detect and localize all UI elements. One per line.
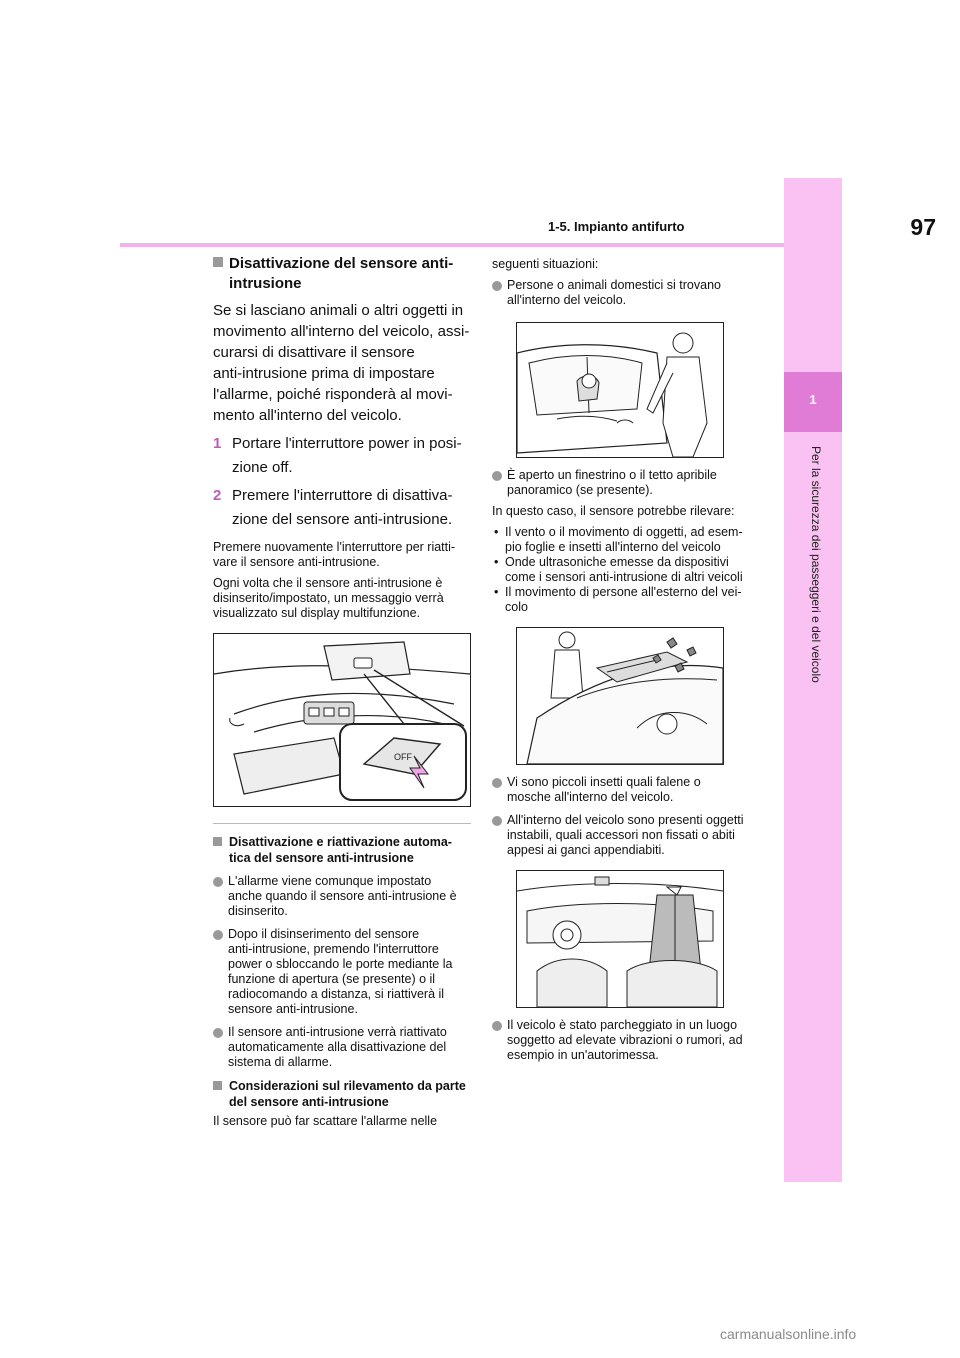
intro-line: mento all'interno del veicolo. <box>213 407 402 424</box>
bullet-line: mosche all'interno del veicolo. <box>507 790 674 804</box>
switch-label: OFF <box>394 752 412 762</box>
dash-line: colo <box>505 600 528 614</box>
intro-paragraph <box>213 300 471 426</box>
bullet-line: power o sbloccando le porte mediante la <box>228 957 453 971</box>
chapter-number: 1 <box>809 392 817 407</box>
round-bullet-icon <box>213 1028 223 1038</box>
intro-line: curarsi di disattivare il sensore <box>213 344 415 361</box>
dash-line: pio foglie e insetti all'interno del veicolo <box>505 540 721 554</box>
step-2 <box>213 484 471 532</box>
heading-line: tica del sensore anti-intrusione <box>229 851 414 865</box>
bullet-line: automaticamente alla disattivazione del <box>228 1040 447 1054</box>
bullet-line: instabili, quali accessori non fissati o abiti <box>507 828 735 842</box>
case-intro: In questo caso, il sensore potrebbe rilevare: <box>492 504 735 518</box>
heading-disable-sensor <box>213 254 471 294</box>
intro-line: Se si lasciano animali o altri oggetti in <box>213 302 464 319</box>
bullet-unstable-objects <box>492 813 760 858</box>
step-line: Portare l'interruttore power in posi- <box>232 435 462 452</box>
bullet-auto-reactivated <box>213 1025 471 1070</box>
bullet-line: anti-intrusione, premendo l'interruttore <box>228 942 439 956</box>
intro-line: movimento all'interno del veicolo, assi- <box>213 323 470 340</box>
bullet-line: soggetto ad elevate vibrazioni o rumori, ad <box>507 1033 743 1047</box>
step-line: zione del sensore anti-intrusione. <box>232 511 453 528</box>
bullet-insects <box>492 775 760 805</box>
step-line: zione off. <box>232 459 293 476</box>
hanging-clothes-illustration <box>517 871 723 1007</box>
intro-line: anti-intrusione prima di impostare <box>213 365 435 382</box>
open-sunroof-illustration <box>517 628 723 764</box>
dash-ultrasonic: • Onde ultrasoniche emesse da dispositivi come i sensori anti-intrusione di altri veicoli <box>494 555 743 584</box>
right-column <box>492 257 760 1071</box>
overhead-console-illustration <box>214 634 470 806</box>
round-bullet-icon <box>492 1021 502 1031</box>
page-number: 97 <box>910 214 936 240</box>
note-reactivate <box>213 540 471 570</box>
continuation-text: seguenti situazioni: <box>492 257 599 271</box>
dash-wind-objects: • Il vento o il movimento di oggetti, ad esem- pio foglie e insetti all'interno del veicolo <box>494 525 743 554</box>
bullet-line: panoramico (se presente). <box>507 483 653 497</box>
dash-people-outside: • Il movimento di persone all'esterno del vei- colo <box>494 585 742 614</box>
bullet-line: Vi sono piccoli insetti quali falene o <box>507 775 701 789</box>
bullet-line: Persone o animali domestici si trovano <box>507 278 721 292</box>
round-bullet-icon <box>492 816 502 826</box>
round-bullet-icon <box>213 930 223 940</box>
closing-line: Il sensore può far scattare l'allarme nelle <box>213 1114 438 1128</box>
note-line: visualizzato sul display multifunzione. <box>213 606 421 620</box>
step-number: 1 <box>213 435 222 452</box>
step-1 <box>213 432 471 480</box>
figure-hanging-clothes <box>516 870 724 1008</box>
chapter-label: Per la sicurezza dei passeggeri e del veicolo <box>809 446 823 683</box>
bullet-line: Il veicolo è stato parcheggiato in un luogo <box>507 1018 738 1032</box>
heading-line: Disattivazione e riattivazione automa- <box>229 835 452 849</box>
round-bullet-icon <box>213 877 223 887</box>
bullet-line: funzione di apertura (se presente) o il <box>228 972 436 986</box>
heading-line: del sensore anti-intrusione <box>229 1095 389 1109</box>
bullet-line: sensore anti-intrusione. <box>228 1002 358 1016</box>
dash-line: Onde ultrasoniche emesse da dispositivi <box>505 555 729 569</box>
bullet-reactivation <box>213 927 471 1017</box>
bullet-line: radiocomando a distanza, si riattiverà il <box>228 987 445 1001</box>
dash-line: come i sensori anti-intrusione di altri veicoli <box>505 570 743 584</box>
dash-line: Il movimento di persone all'esterno del vei- <box>505 585 742 599</box>
bullet-line: all'interno del veicolo. <box>507 293 627 307</box>
note-line: Ogni volta che il sensore anti-intrusione è <box>213 576 443 590</box>
heading-auto-reactivation <box>213 834 471 866</box>
bullet-line: Dopo il disinserimento del sensore <box>228 927 420 941</box>
bullet-line: Il sensore anti-intrusione verrà riattivato <box>228 1025 447 1039</box>
heading-line: Considerazioni sul rilevamento da parte <box>229 1079 466 1093</box>
bullet-line: disinserito. <box>228 904 288 918</box>
note-line: vare il sensore anti-intrusione. <box>213 555 380 569</box>
square-bullet-icon <box>213 1081 222 1090</box>
bullet-vibration <box>492 1018 760 1063</box>
round-bullet-icon <box>492 778 502 788</box>
watermark: carmanualsonline.info <box>720 1326 857 1342</box>
heading-disable-sensor-text: Disattivazione del sensore anti-intrusione <box>229 255 454 292</box>
figure-open-sunroof <box>516 627 724 765</box>
round-bullet-icon <box>492 281 502 291</box>
section-title: 1-5. Impianto antifurto <box>548 219 685 234</box>
note-line: disinserito/impostato, un messaggio verrà <box>213 591 444 605</box>
step-number: 2 <box>213 487 222 504</box>
round-bullet-icon <box>492 471 502 481</box>
section-divider <box>213 823 471 824</box>
bullet-window-open <box>492 468 760 498</box>
heading-detection-considerations <box>213 1078 471 1110</box>
intro-line: l'allarme, poiché risponderà al movi- <box>213 386 453 403</box>
note-message <box>213 576 471 621</box>
bullet-line: anche quando il sensore anti-intrusione è <box>228 889 457 903</box>
bullet-line: esempio in un'autorimessa. <box>507 1048 659 1062</box>
bullet-line: appesi ai ganci appendiabiti. <box>507 843 665 857</box>
dog-in-car-illustration <box>517 323 723 457</box>
bullet-alarm-still-set <box>213 874 471 919</box>
dash-line: Il vento o il movimento di oggetti, ad esem- <box>505 525 743 539</box>
figure-overhead-switch <box>213 633 471 807</box>
header-rule <box>120 243 784 247</box>
step-line: Premere l'interruttore di disattiva- <box>232 487 453 504</box>
left-column <box>213 254 471 1135</box>
bullet-people-pets <box>492 278 760 308</box>
bullet-line: L'allarme viene comunque impostato <box>228 874 432 888</box>
note-line: Premere nuovamente l'interruttore per riatti- <box>213 540 456 554</box>
square-bullet-icon <box>213 257 223 267</box>
square-bullet-icon <box>213 837 222 846</box>
bullet-line: È aperto un finestrino o il tetto apribile <box>507 468 717 482</box>
bullet-line: All'interno del veicolo sono presenti oggetti <box>507 813 744 827</box>
bullet-line: sistema di allarme. <box>228 1055 333 1069</box>
figure-dog-in-car <box>516 322 724 458</box>
